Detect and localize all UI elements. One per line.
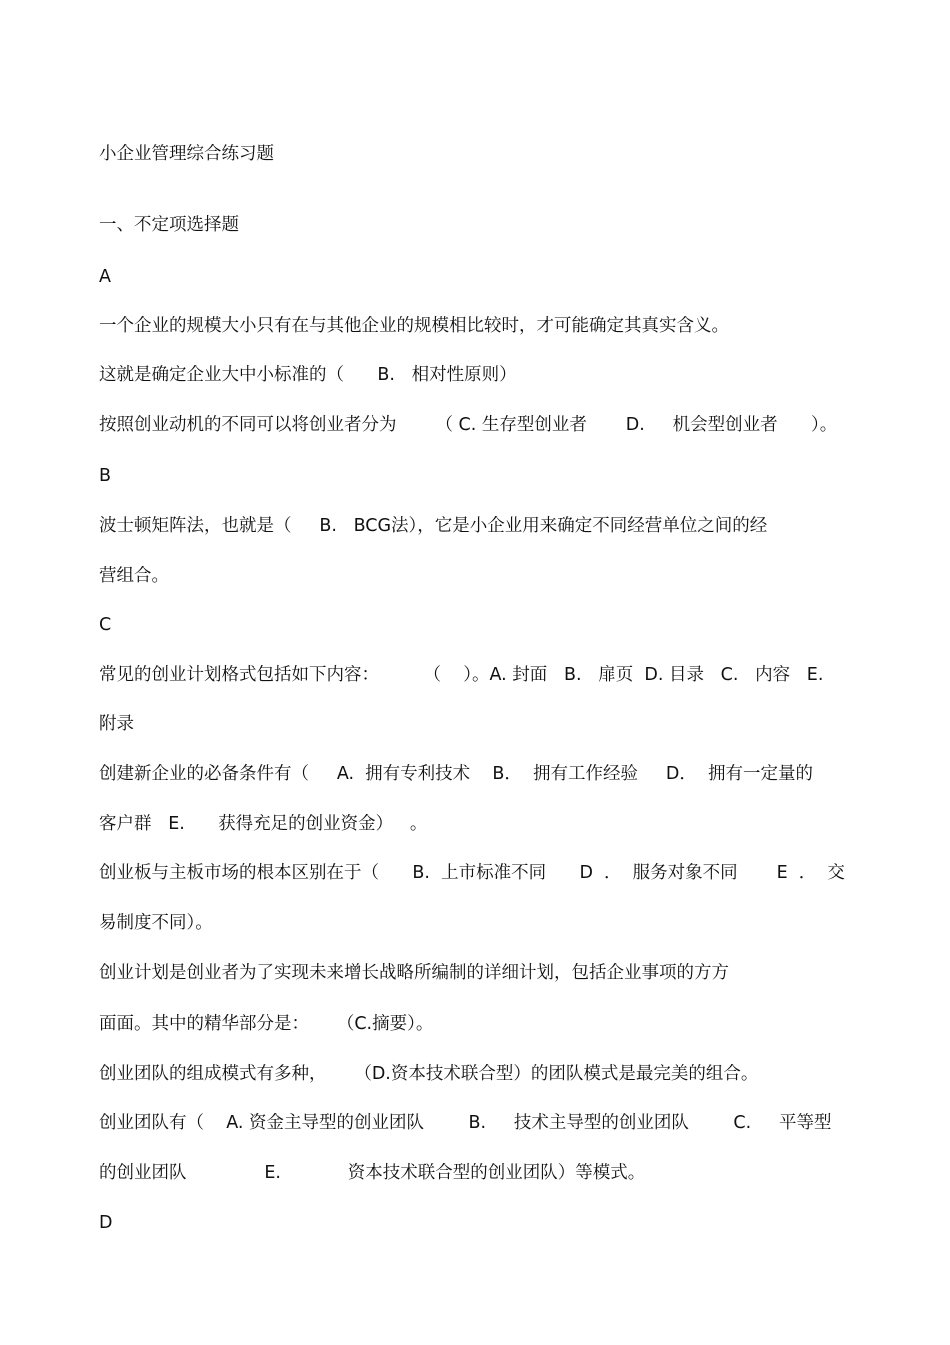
group-letter-b: B (99, 466, 112, 486)
group-letter-d: D (99, 1213, 113, 1233)
question-text-line: 常见的创业计划格式包括如下内容： （ ）。A. 封面 B. 扉页 D. 目录 C. 内容 E. (99, 665, 824, 685)
question-text-line: 客户群 E. 获得充足的创业资金） 。 (99, 814, 428, 834)
question-text-line: 创业板与主板市场的根本区别在于（ B. 上市标准不同 D ． 服务对象不同 E ． 交 (99, 863, 845, 883)
question-text-line: 按照创业动机的不同可以将创业者分为 （ C. 生存型创业者 D. 机会型创业者 ）。 (99, 415, 838, 435)
document-title: 小企业管理综合练习题 (99, 144, 274, 164)
question-text-line: 创业计划是创业者为了实现未来增长战略所编制的详细计划，包括企业事项的方方 (99, 963, 729, 983)
question-text-line: 创业团队有（ A. 资金主导型的创业团队 B. 技术主导型的创业团队 C. 平等型 (99, 1113, 832, 1133)
question-text-line: 波士顿矩阵法，也就是（ B. BCG法），它是小企业用来确定不同经营单位之间的经 (99, 516, 768, 536)
question-text-line: 一个企业的规模大小只有在与其他企业的规模相比较时，才可能确定其真实含义。 (99, 316, 729, 336)
group-letter-a: A (99, 267, 111, 287)
question-text-line: 创业团队的组成模式有多种， （D.资本技术联合型）的团队模式是最完美的组合。 (99, 1064, 759, 1084)
question-text-line: 的创业团队 E. 资本技术联合型的创业团队）等模式。 (99, 1163, 646, 1183)
question-text-line: 易制度不同）。 (99, 913, 213, 933)
question-text-line: 创建新企业的必备条件有（ A. 拥有专利技术 B． 拥有工作经验 D． 拥有一定量的 (99, 764, 813, 784)
question-text-line: 营组合。 (99, 566, 169, 586)
section-heading: 一、不定项选择题 (99, 215, 239, 235)
question-text-line: 面面。其中的精华部分是： （C.摘要）。 (99, 1014, 434, 1034)
group-letter-c: C (99, 615, 112, 635)
question-text-line: 附录 (99, 714, 134, 734)
question-text-line: 这就是确定企业大中小标准的（ B. 相对性原则） (99, 365, 517, 385)
